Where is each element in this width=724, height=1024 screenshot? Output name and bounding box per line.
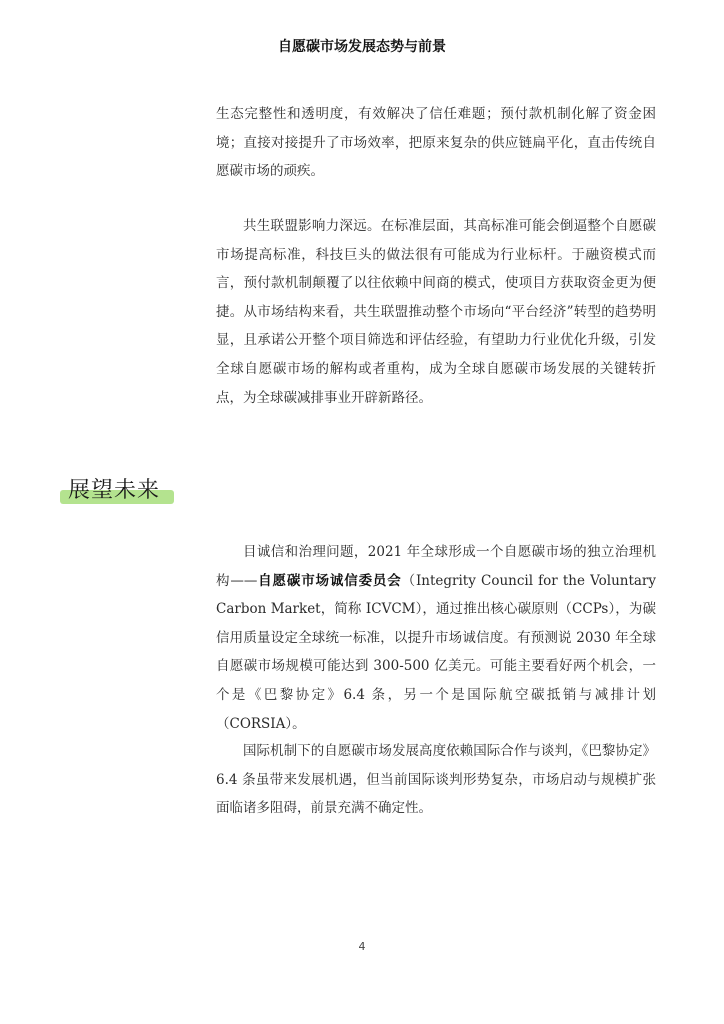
section-heading-title: 展望未来 (68, 478, 161, 503)
paragraph-icvcm-bold-term: 自愿碳市场诚信委员会 (257, 572, 402, 589)
paragraph-icvcm-text-before: 目诚信和治理问题，2021 年全球形成一个自愿碳市场的独立治理机构—— (216, 544, 656, 589)
page-header-title: 自愿碳市场发展态势与前景 (278, 39, 446, 55)
paragraph-alliance-impact: 共生联盟影响力深远。在标准层面，其高标准可能会倒逼整个自愿碳市场提高标准，科技巨头的做法很有可能成为行业标杆。于融资模式而言，预付款机制颠覆了以往依赖中间商的模式，使项目方获取资金更为便捷。从市场结构来看，共生联盟推动整个市场向“平台经济”转型的趋势明显，且承诺公开整个项目筛选和评估经验，有望助力行业优化升级，引发全球自愿碳市场的解构或者重构，成为全球自愿碳市场发展的关键转折点，为全球碳减排事业开辟新路径。 (216, 218, 656, 406)
page-number: 4 (358, 940, 366, 953)
paragraph-international-mechanism: 国际机制下的自愿碳市场发展高度依赖国际合作与谈判，《巴黎协定》6.4 条虽带来发展机遇，但当前国际谈判形势复杂，市场启动与规模扩张面临诸多阻碍，前景充满不确定性。 (216, 743, 656, 817)
paragraph-icvcm-text-after: （Integrity Council for the Voluntary Carbon Market，简称 ICVCM），通过推出核心碳原则（CCPs），为碳信用质量设定全球统一标准，以提升市场诚信度。有预测说 2030 年全球自愿碳市场规模可能达到 300-500 亿美元。可能主要看好两个机会，一个是《巴黎协定》6.4 条，另一个是国际航空碳抵销与减排计划（CORSIA）。 (216, 572, 657, 732)
paragraph-trust-efficiency: 生态完整性和透明度，有效解决了信任难题；预付款机制化解了资金困境；直接对接提升了市场效率，把原来复杂的供应链扁平化，直击传统自愿碳市场的顽疾。 (216, 106, 656, 180)
paragraph-icvcm (216, 538, 656, 738)
section-heading (60, 476, 174, 506)
